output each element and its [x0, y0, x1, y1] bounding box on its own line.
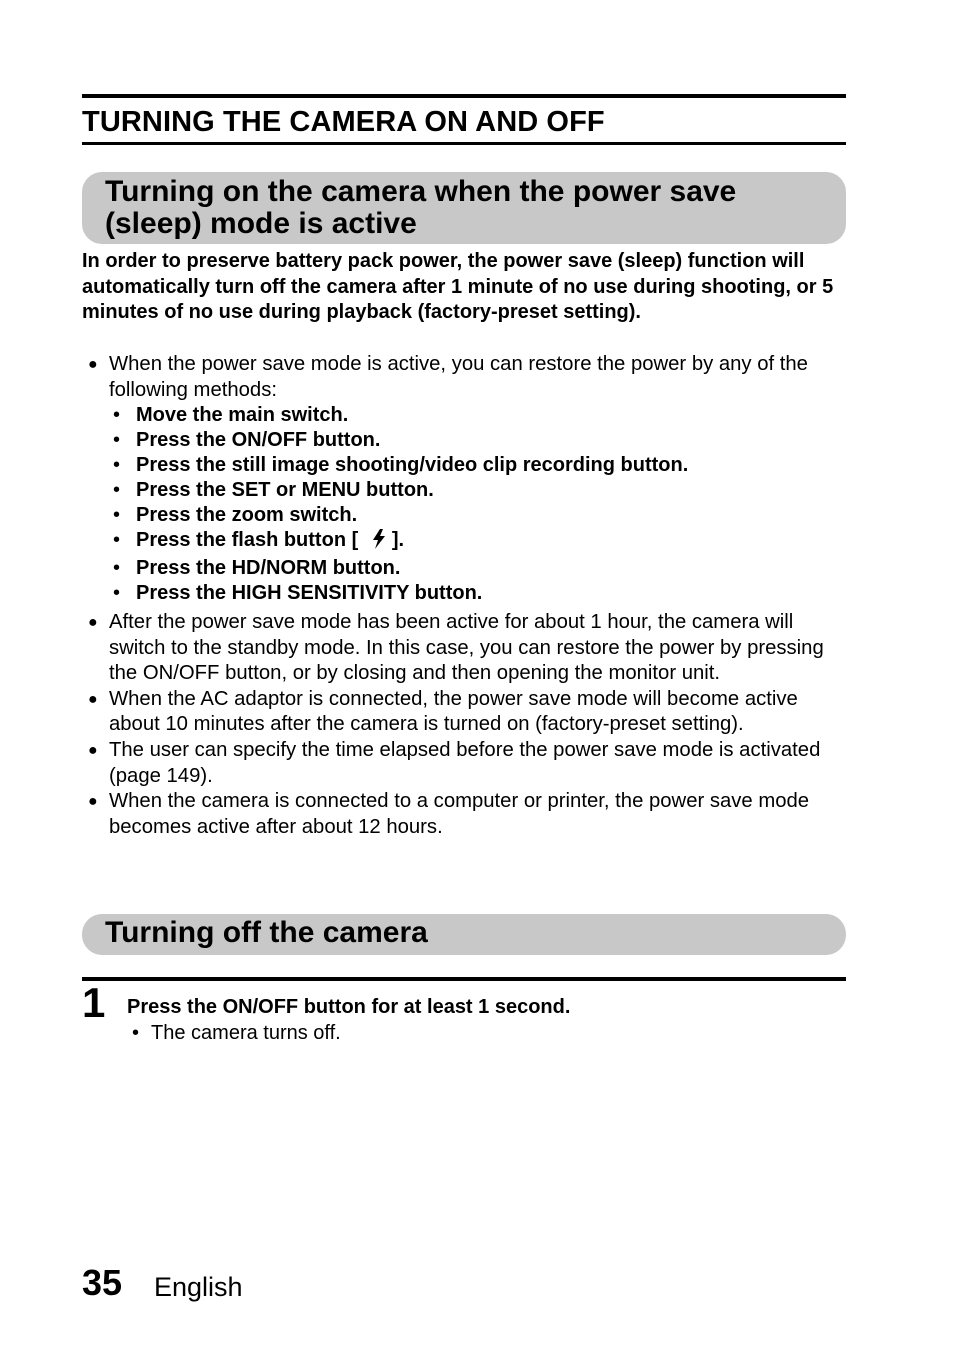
list-item: ● When the camera is connected to a computer or printer, the power save mode becomes active after about 12 hours.: [88, 790, 810, 838]
bullet-icon: ●: [88, 690, 98, 708]
bullet-icon: ●: [88, 741, 98, 759]
step-number: 1: [82, 979, 106, 1026]
page-language: English: [154, 1272, 243, 1302]
section-heading-line2: (sleep) mode is active: [105, 207, 417, 240]
list-item: • Move the main switch.: [113, 404, 349, 426]
list-item: • Press the ON/OFF button.: [113, 429, 381, 451]
bullet-icon: ●: [88, 356, 98, 373]
section-heading-power-save: [82, 172, 846, 244]
bullet-list-bottom: [82, 610, 846, 840]
list-item: • Press the HIGH SENSITIVITY button.: [113, 582, 483, 604]
bullet-icon: ●: [88, 793, 98, 811]
list-item: ● When the AC adaptor is connected, the power save mode will become active about 10 minutes after the camera is turned on (factory-preset setting).: [88, 687, 798, 736]
section-heading-turning-off: [82, 914, 846, 955]
list-item: • Press the SET or MENU button.: [113, 479, 434, 501]
step-instruction: Press the ON/OFF button for at least 1 second.: [127, 996, 571, 1018]
list-item: ● The user can specify the time elapsed before the power save mode is activated (page 149).: [88, 738, 821, 787]
list-item: • Press the zoom switch.: [113, 504, 358, 526]
list-item: • Press the HD/NORM button.: [113, 557, 401, 579]
step-note: • The camera turns off.: [132, 1022, 341, 1044]
page-number: 35: [82, 1262, 123, 1303]
list-item: ● When the power save mode is active, you can restore the power by any of the following methods:: [88, 353, 808, 401]
list-item: • Press the still image shooting/video clip recording button.: [113, 454, 689, 476]
page-title: TURNING THE CAMERA ON AND OFF: [82, 106, 605, 138]
bullet-list-top: [82, 352, 846, 403]
section-heading-label: Turning off the camera: [105, 916, 428, 949]
restore-methods-list: [113, 403, 688, 606]
intro-paragraph: In order to preserve battery pack power, the power save (sleep) function will automatically turn off the camera after 1 minute of no use during shooting, or 5 minutes of no use during playback (factory-preset setting).: [82, 250, 834, 324]
list-item: • Press the flash button [ ].: [113, 528, 688, 556]
list-item: ● After the power save mode has been active for about 1 hour, the camera will switch to the standby mode. In this case, you can restore the power by pressing the ON/OFF button, or by closing and then opening the monitor unit.: [88, 611, 824, 685]
page-title-rule: [82, 94, 846, 145]
bullet-icon: ●: [88, 614, 98, 631]
section-heading-line1: Turning on the camera when the power save: [105, 175, 737, 208]
step-rule: [82, 977, 846, 981]
flash-icon: [372, 529, 386, 556]
